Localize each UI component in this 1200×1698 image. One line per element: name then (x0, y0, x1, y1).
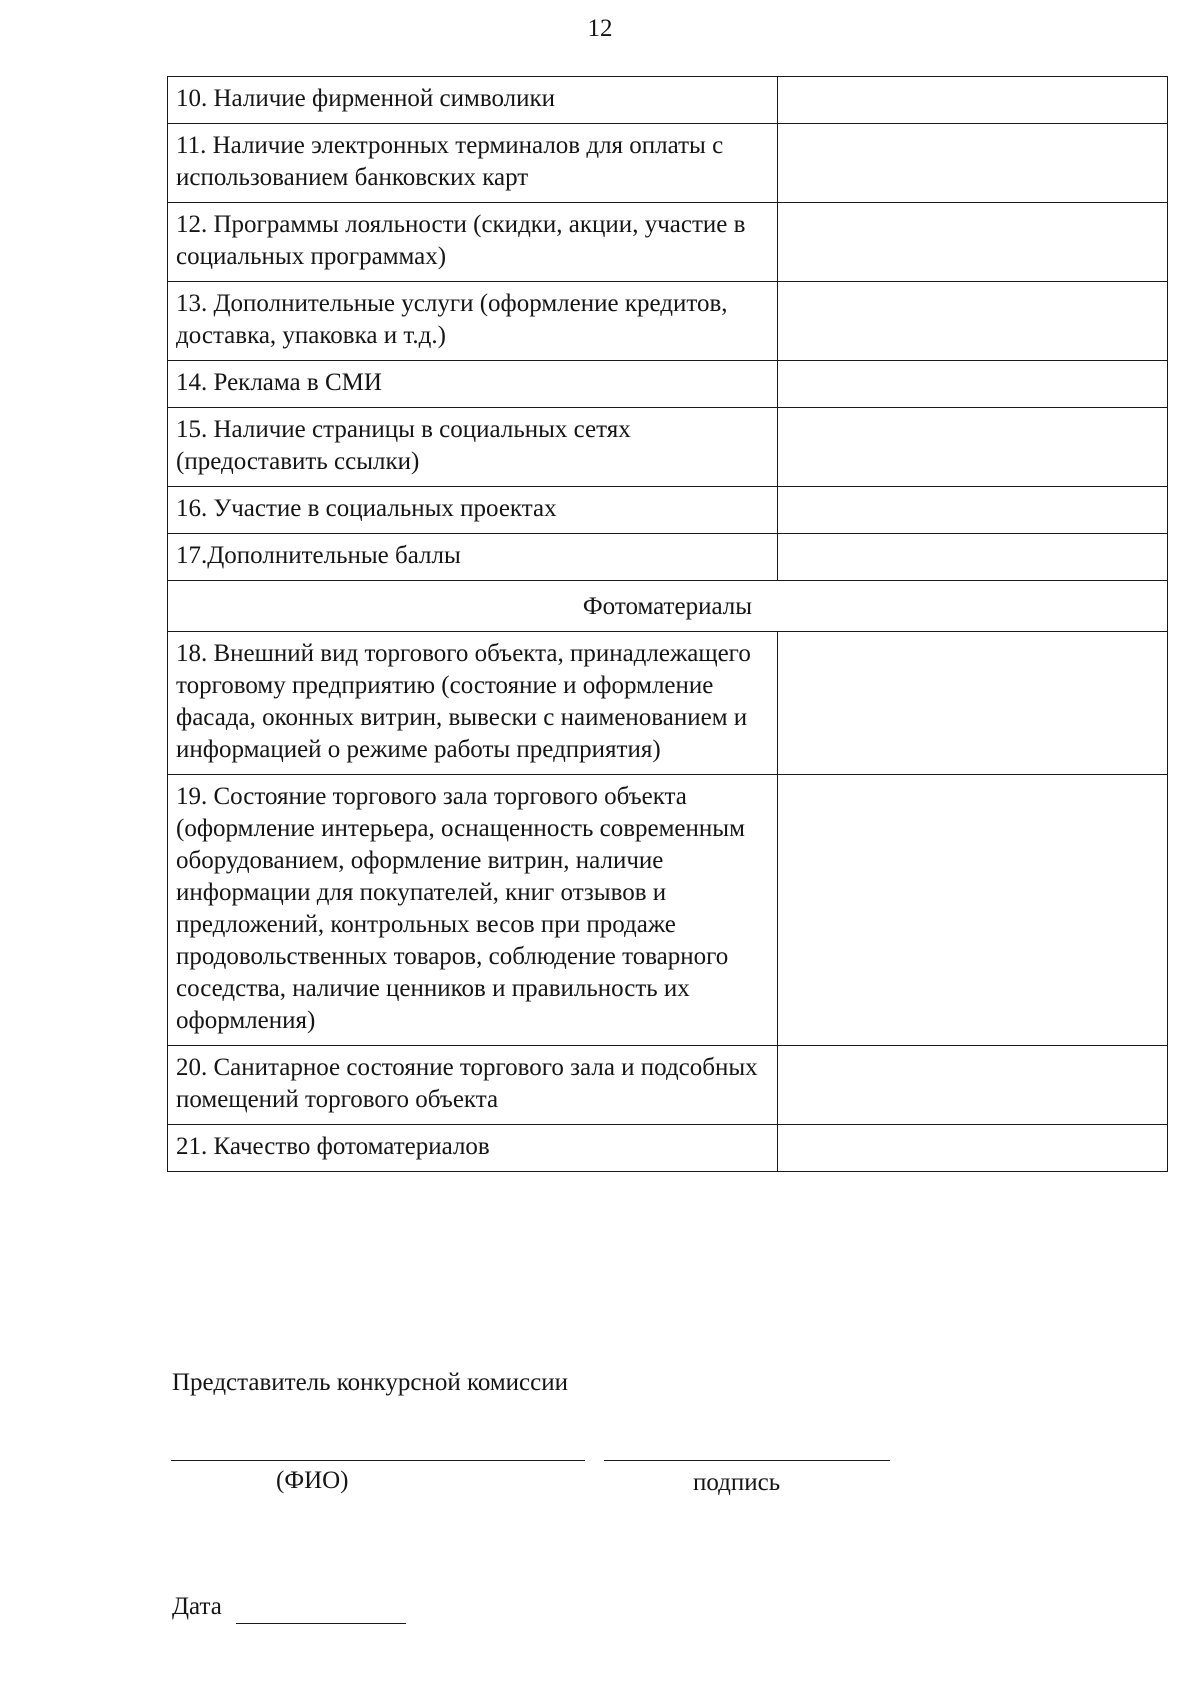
table-row (168, 408, 1168, 487)
fio-signature-line[interactable] (171, 1460, 585, 1461)
criterion-label: 17.Дополнительные баллы (168, 534, 778, 581)
section-header-row (168, 581, 1168, 632)
table-row (168, 1046, 1168, 1125)
table-row (168, 124, 1168, 203)
criterion-label: 13. Дополнительные услуги (оформление кредитов, доставка, упаковка и т.д.) (168, 282, 778, 361)
table-row (168, 282, 1168, 361)
score-cell[interactable] (778, 775, 1168, 1046)
evaluation-table (167, 76, 1168, 1172)
score-cell[interactable] (778, 534, 1168, 581)
score-cell[interactable] (778, 1125, 1168, 1172)
signature-caption: подпись (693, 1469, 781, 1496)
table-row (168, 361, 1168, 408)
date-label: Дата (172, 1593, 222, 1620)
signature-line[interactable] (604, 1460, 890, 1461)
criterion-label: 19. Состояние торгового зала торгового объекта (оформление интерьера, оснащенность современным оборудованием, оформление витрин, наличие информации для покупателей, книг отзывов и предложений, контрольных весов при продаже продовольственных товаров, соблюдение товарного соседства, наличие ценников и правильность их оформления) (168, 775, 778, 1046)
table-row (168, 534, 1168, 581)
criterion-label: 18. Внешний вид торгового объекта, принадлежащего торговому предприятию (состояние и оформление фасада, оконных витрин, вывески с наименованием и информацией о режиме работы предприятия) (168, 632, 778, 775)
score-cell[interactable] (778, 408, 1168, 487)
score-cell[interactable] (778, 361, 1168, 408)
score-cell[interactable] (778, 203, 1168, 282)
commission-representative-label: Представитель конкурсной комиссии (172, 1369, 568, 1396)
table-row (168, 1125, 1168, 1172)
score-cell[interactable] (778, 282, 1168, 361)
criterion-label: 11. Наличие электронных терминалов для оплаты с использованием банковских карт (168, 124, 778, 203)
criterion-label: 16. Участие в социальных проектах (168, 487, 778, 534)
criterion-label: 21. Качество фотоматериалов (168, 1125, 778, 1172)
criterion-label: 15. Наличие страницы в социальных сетях (предоставить ссылки) (168, 408, 778, 487)
table-row (168, 775, 1168, 1046)
table-row (168, 487, 1168, 534)
page-number: 12 (587, 15, 613, 42)
table-row (168, 203, 1168, 282)
fio-caption: (ФИО) (276, 1467, 349, 1494)
score-cell[interactable] (778, 124, 1168, 203)
date-line[interactable] (236, 1623, 406, 1624)
section-title: Фотоматериалы (168, 581, 1168, 632)
table-row (168, 632, 1168, 775)
criterion-label: 10. Наличие фирменной символики (168, 77, 778, 124)
score-cell[interactable] (778, 77, 1168, 124)
score-cell[interactable] (778, 487, 1168, 534)
score-cell[interactable] (778, 632, 1168, 775)
criterion-label: 14. Реклама в СМИ (168, 361, 778, 408)
criterion-label: 12. Программы лояльности (скидки, акции, участие в социальных программах) (168, 203, 778, 282)
table-row (168, 77, 1168, 124)
criterion-label: 20. Санитарное состояние торгового зала и подсобных помещений торгового объекта (168, 1046, 778, 1125)
score-cell[interactable] (778, 1046, 1168, 1125)
